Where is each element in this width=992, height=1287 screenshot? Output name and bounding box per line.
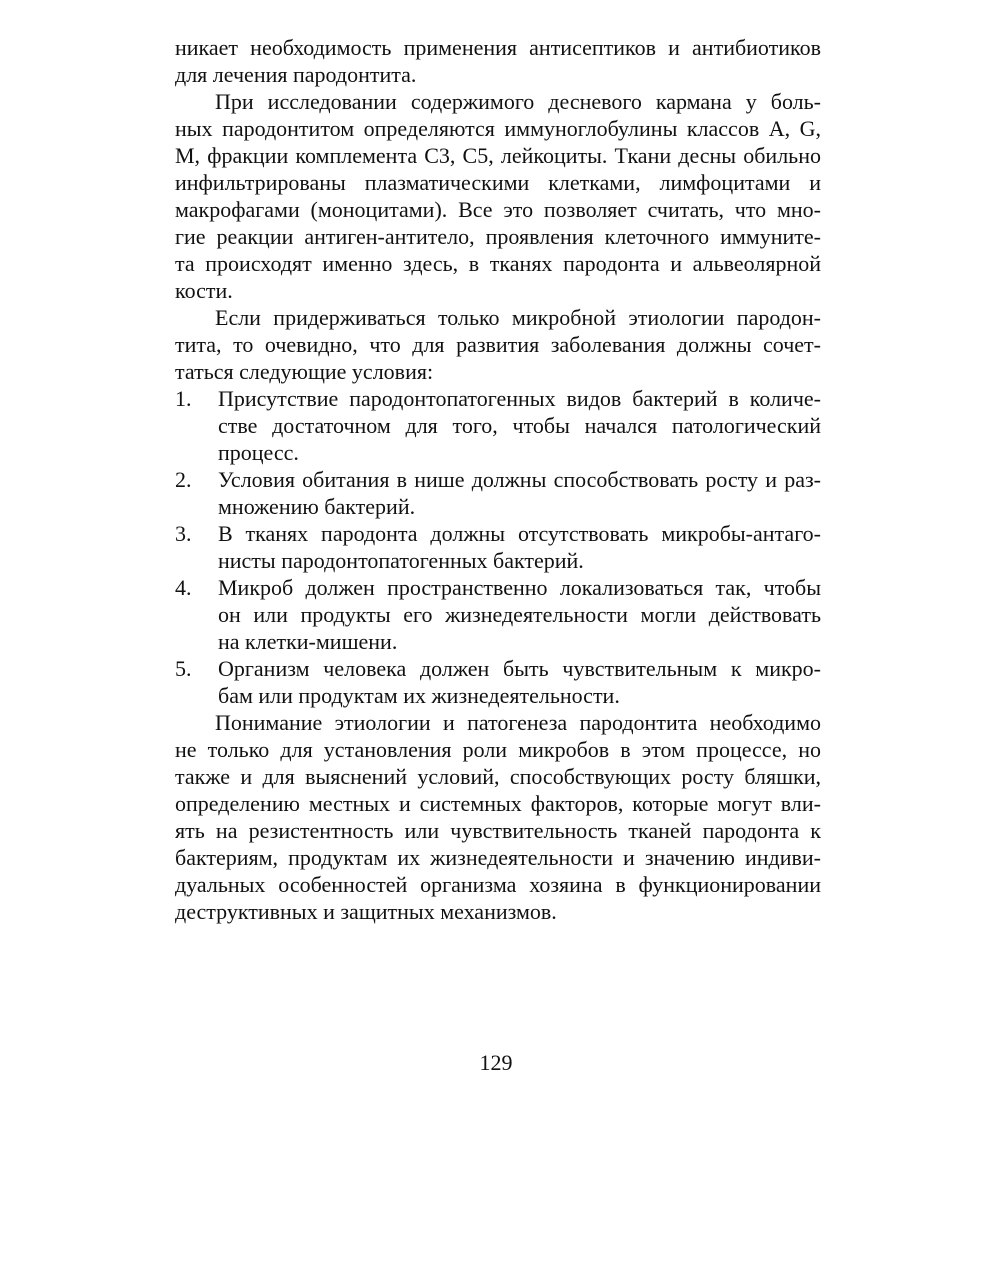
paragraph-etiology	[175, 709, 821, 925]
text-line: гие реакции антиген-антитело, проявления клеточного иммуните-	[175, 224, 821, 249]
text-line: Понимание этиологии и патогенеза пародонтита необходимо	[215, 710, 821, 735]
paragraph-immunoglobulins	[175, 88, 821, 304]
list-item	[175, 466, 821, 520]
text-line: Присутствие пародонтопатогенных видов бактерий в количе-	[218, 386, 821, 411]
paragraph-conditions-intro	[175, 304, 821, 385]
list-number: 1.	[175, 386, 192, 411]
text-line: кости.	[175, 278, 233, 303]
text-line: макрофагами (моноцитами). Все это позволяет считать, что мно-	[175, 197, 821, 222]
text-line: никает необходимость применения антисептиков и антибиотиков	[175, 35, 821, 60]
list-item	[175, 655, 821, 709]
text-line: он или продукты его жизнедеятельности могли действовать	[218, 602, 821, 627]
text-line: процесс.	[218, 440, 299, 465]
text-line: та происходят именно здесь, в тканях пародонта и альвеолярной	[175, 251, 821, 276]
text-line: определению местных и системных факторов, которые могут вли-	[175, 791, 821, 816]
paragraph-continuation	[175, 34, 821, 88]
text-line: При исследовании содержимого десневого кармана у боль-	[215, 89, 821, 114]
list-item	[175, 520, 821, 574]
text-line: нисты пародонтопатогенных бактерий.	[218, 548, 584, 573]
text-line: инфильтрированы плазматическими клетками, лимфоцитами и	[175, 170, 821, 195]
page-body	[175, 34, 821, 925]
text-line: не только для установления роли микробов в этом процессе, но	[175, 737, 821, 762]
text-line: Организм человека должен быть чувствительным к микро-	[218, 656, 821, 681]
text-line: для лечения пародонтита.	[175, 62, 417, 87]
page-number: 129	[479, 1050, 513, 1075]
text-line: стве достаточном для того, чтобы начался патологический	[218, 413, 821, 438]
text-line: Условия обитания в нише должны способствовать росту и раз-	[218, 467, 821, 492]
list-number: 2.	[175, 467, 192, 492]
list-item	[175, 385, 821, 466]
text-line: М, фракции комплемента С3, С5, лейкоциты. Ткани десны обильно	[175, 143, 821, 168]
text-line: бам или продуктам их жизнедеятельности.	[218, 683, 620, 708]
conditions-list	[175, 385, 821, 709]
text-line: дуальных особенностей организма хозяина в функционировании	[175, 872, 821, 897]
text-line: В тканях пародонта должны отсутствовать микробы-антаго-	[218, 521, 821, 546]
text-line: множению бактерий.	[218, 494, 416, 519]
text-line: на клетки-мишени.	[218, 629, 398, 654]
list-item	[175, 574, 821, 655]
text-line: деструктивных и защитных механизмов.	[175, 899, 557, 924]
list-number: 4.	[175, 575, 192, 600]
text-line: также и для выяснений условий, способствующих росту бляшки,	[175, 764, 821, 789]
text-line: таться следующие условия:	[175, 359, 434, 384]
text-line: Микроб должен пространственно локализоваться так, чтобы	[218, 575, 821, 600]
list-number: 3.	[175, 521, 192, 546]
text-line: ных пародонтитом определяются иммуноглобулины классов А, G,	[175, 116, 821, 141]
text-line: бактериям, продуктам их жизнедеятельности и значению индиви-	[175, 845, 821, 870]
text-line: Если придерживаться только микробной этиологии пародон-	[215, 305, 821, 330]
list-number: 5.	[175, 656, 192, 681]
text-line: ять на резистентность или чувствительность тканей пародонта к	[175, 818, 821, 843]
text-line: тита, то очевидно, что для развития заболевания должны сочет-	[175, 332, 821, 357]
